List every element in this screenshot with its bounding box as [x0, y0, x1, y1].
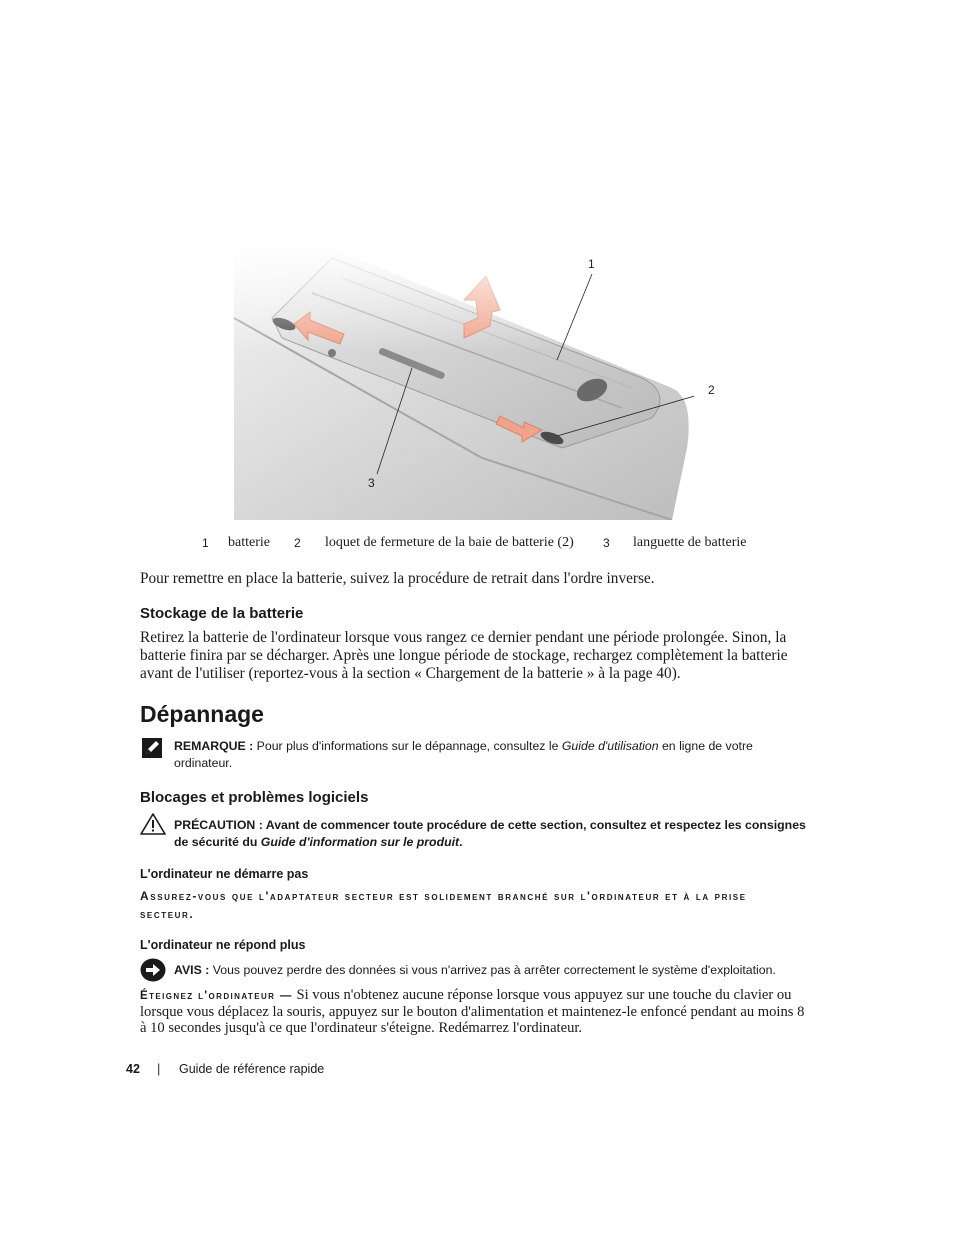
caution-text: Avant de commencer toute procédure de cette section, consultez et respectez les consignes de sécurité du: [174, 818, 806, 849]
notice-icon: [140, 958, 166, 982]
callout-2: 2: [708, 383, 715, 397]
storage-paragraph: Retirez la batterie de l'ordinateur lorsque vous rangez ce dernier pendant une période prolongée. Sinon, la batterie finira par se décharger. Après une longue période de stockage, rechargez complètement la batterie avant de l'utiliser (reportez-vous à la section « Chargement de la batterie » à la page 40).: [140, 629, 788, 682]
notice-text: Vous pouvez perdre des données si vous n'arrivez pas à arrêter correctement le système d'exploitation.: [212, 963, 776, 977]
caption-num-2: 2: [294, 536, 301, 550]
wont-start-instruction: [140, 887, 820, 923]
note-label: REMARQUE :: [174, 739, 254, 753]
note-text-before: Pour plus d'informations sur le dépannage, consultez le: [256, 739, 559, 753]
callout-3: 3: [368, 476, 375, 490]
notice-block: [174, 962, 814, 979]
callout-1: 1: [588, 257, 595, 271]
shutdown-label: Éteignez l'ordinateur —: [140, 990, 293, 1002]
caption-label-2: loquet de fermeture de la baie de batterie (2): [325, 535, 574, 550]
intro-paragraph: Pour remettre en place la batterie, suivez la procédure de retrait dans l'ordre inverse.: [140, 570, 655, 587]
shutdown-paragraph: [140, 987, 812, 1036]
caution-label: PRÉCAUTION :: [174, 818, 263, 832]
footer-title: Guide de référence rapide: [179, 1062, 325, 1076]
caption-num-3: 3: [603, 536, 610, 550]
battery-diagram: [232, 238, 694, 520]
caution-icon: [140, 813, 166, 835]
illustration-fade: [232, 238, 694, 520]
footer-separator: |: [157, 1061, 161, 1076]
wont-start-heading: L'ordinateur ne démarre pas: [140, 867, 309, 881]
caution-guide: Guide d'information sur le produit: [260, 835, 460, 849]
note-guide: Guide d'utilisation: [561, 739, 659, 753]
instruction-line-2: secteur.: [140, 907, 195, 921]
shutdown-text: Si vous n'obtenez aucune réponse lorsque vous appuyez sur une touche du clavier ou lorsque vous déplacez la souris, appuyez sur le bouton d'alimentation et maintenez-le enfoncé pendant au moins 8 à 10 secondes jusqu'à ce que l'ordinateur s'éteigne. Redémarrez l'ordinateur.: [140, 987, 805, 1036]
instruction-line-1: Assurez-vous que l'adaptateur secteur est solidement branché sur l'ordinateur et à la prise: [140, 889, 747, 903]
not-responding-heading: L'ordinateur ne répond plus: [140, 938, 306, 952]
caption-label-1: batterie: [228, 535, 270, 550]
caption-label-3: languette de batterie: [633, 535, 747, 550]
note-text-after: en ligne de votre ordinateur.: [174, 739, 753, 770]
caption-num-1: 1: [202, 536, 209, 550]
caution-block: [174, 817, 814, 851]
note-block: [174, 738, 794, 772]
troubleshooting-heading: Dépannage: [140, 701, 264, 727]
battery-illustration: [232, 238, 715, 520]
lockups-heading: Blocages et problèmes logiciels: [140, 789, 369, 806]
storage-heading: Stockage de la batterie: [140, 605, 304, 622]
page-number: 42: [126, 1062, 140, 1076]
caution-end: .: [459, 835, 463, 849]
note-icon: [142, 738, 162, 758]
notice-label: AVIS :: [174, 963, 210, 977]
